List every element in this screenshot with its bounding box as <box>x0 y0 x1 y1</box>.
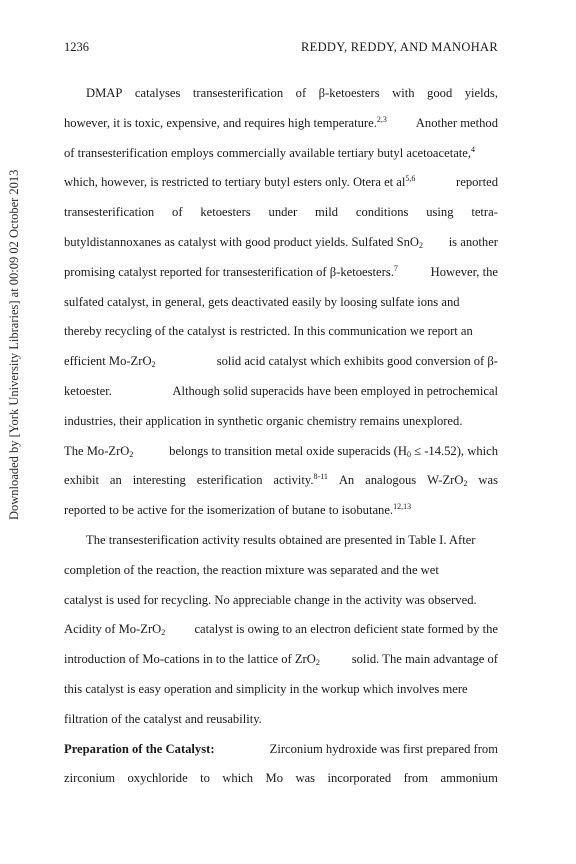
text-line: promising catalyst reported for transesterification of β-ketoesters.$^7$ However, the <box>64 263 498 279</box>
citation: 2,3 <box>376 114 387 124</box>
text-line: introduction of Mo-cations in to the lattice of ZrO$_2$ solid. The main advantage of <box>64 652 498 668</box>
text-line: exhibit an interesting esterification activity.$^{8-11}$ An analogous W-ZrO$_2$ was <box>64 472 498 489</box>
article-body <box>64 85 498 800</box>
page-header <box>64 40 498 56</box>
citation: 12,13 <box>393 502 412 512</box>
citation: 7 <box>393 263 398 273</box>
text-line: transesterification of ketoesters under mild conditions using tetra- <box>64 205 498 220</box>
section-heading: Preparation of the Catalyst: <box>64 741 215 756</box>
text-line: of transesterification employs commercially available tertiary butyl acetoacetate,$^4$ <box>64 144 476 160</box>
citation: 4 <box>471 144 476 154</box>
text-line: Preparation of the Catalyst: Zirconium hydroxide was first prepared from <box>64 741 498 771</box>
text-line: filtration of the catalyst and reusability. <box>64 711 262 726</box>
running-head: REDDY, REDDY, AND MANOHAR <box>301 40 498 54</box>
download-watermark <box>2 169 26 520</box>
text-line: ketoester. Although solid superacids have been employed in petrochemical <box>64 383 498 398</box>
text-line: DMAP catalyses transesterification of β-ketoesters with good yields, <box>86 86 498 100</box>
text-line: this catalyst is easy operation and simplicity in the workup which involves mere <box>64 681 468 696</box>
text-line: Acidity of Mo-ZrO$_2$ catalyst is owing to an electron deficient state formed by the <box>64 622 498 638</box>
text-line: The transesterification activity results obtained are presented in Table I. After <box>86 532 476 547</box>
text-line: The Mo-ZrO$_2$ belongs to transition metal oxide superacids $(H_0 \le -14.52)$, which <box>64 443 498 459</box>
text-line: however, it is toxic, expensive, and requires high temperature.$^{2,3}$ Another method <box>64 114 498 130</box>
text-line: zirconium oxychloride to which Mo was incorporated from ammonium <box>64 771 498 786</box>
download-notice: Downloaded by [York University Libraries] at 00:09 02 October 2013 <box>7 169 21 520</box>
text-line: which, however, is restricted to tertiary butyl esters only. Otera et al$^{5,6}$ reported <box>64 174 498 190</box>
citation: 5,6 <box>405 174 416 184</box>
citation: 8-11 <box>313 472 328 482</box>
page-number: 1236 <box>64 40 89 54</box>
text-line: efficient Mo-ZrO$_2$ solid acid catalyst which exhibits good conversion of β- <box>64 354 498 370</box>
text-line: sulfated catalyst, in general, gets deactivated easily by loosing sulfate ions and <box>64 294 460 309</box>
text-line: completion of the reaction, the reaction mixture was separated and the wet <box>64 562 439 577</box>
text-line: thereby recycling of the catalyst is restricted. In this communication we report an <box>64 324 473 339</box>
text-line: butyldistannoxanes as catalyst with good product yields. Sulfated SnO$_2$ is another <box>64 234 498 250</box>
text-line: catalyst is used for recycling. No appreciable change in the activity was observed. <box>64 592 477 607</box>
text-line: reported to be active for the isomerization of butane to isobutane.$^{12,13}$ <box>64 502 412 518</box>
text-line: industries, their application in synthetic organic chemistry remains unexplored. <box>64 413 463 428</box>
